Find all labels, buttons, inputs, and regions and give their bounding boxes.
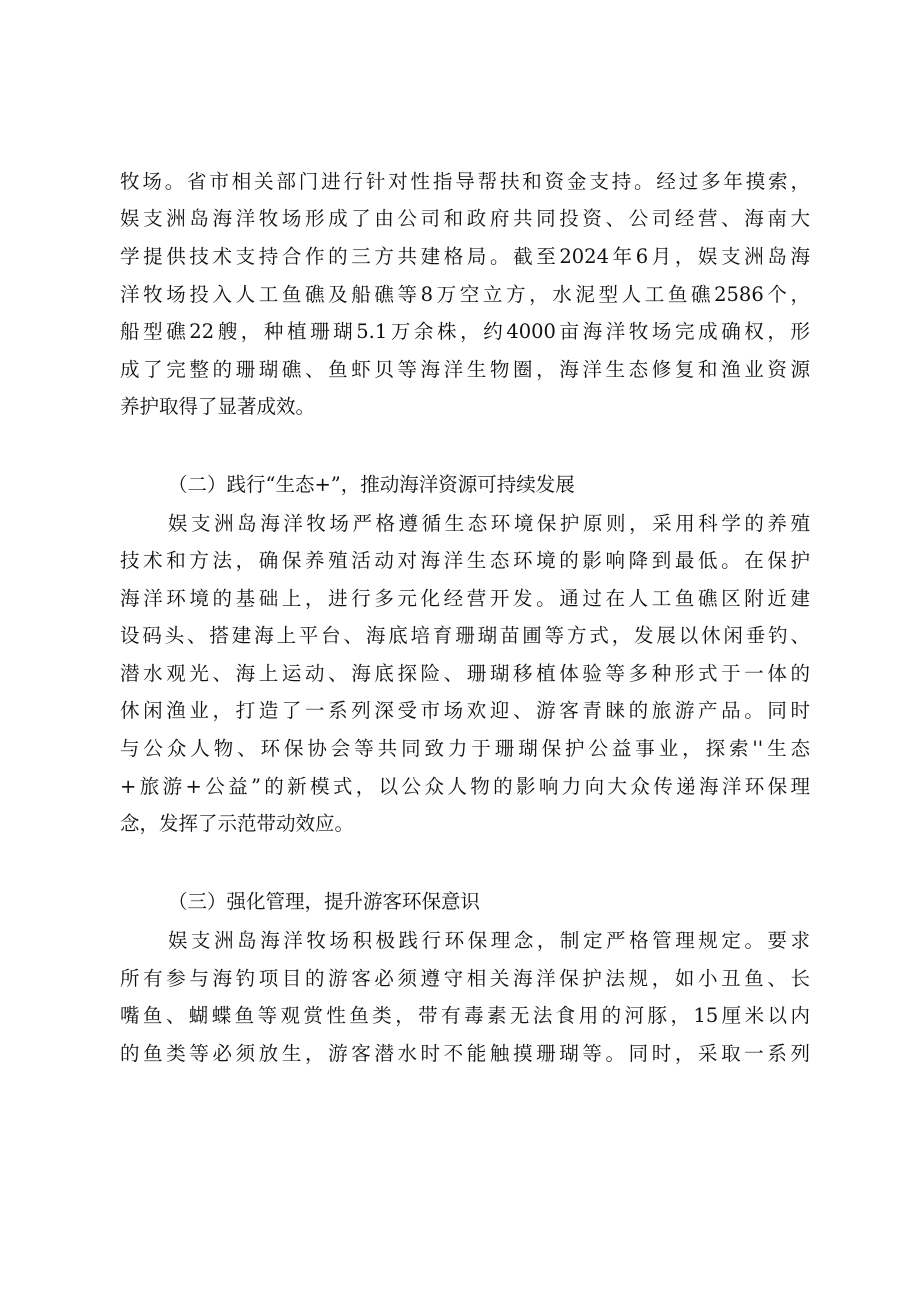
paragraph-2-line-3: 海洋环境的基础上，进行多元化经营开发。通过在人工鱼礁区附近建 (120, 587, 810, 610)
paragraph-3-line-4: 的鱼类等必须放生，游客潜水时不能触摸珊瑚等。同时，采取一系列 (120, 1042, 810, 1065)
paragraph-1-line-6: 成了完整的珊瑚礁、鱼虾贝等海洋生物圈，海洋生态修复和渔业资源 (120, 358, 810, 381)
paragraph-2-line-1: 娱支洲岛海洋牧场严格遵循生态环境保护原则，采用科学的养殖 (168, 512, 810, 535)
paragraph-2-line-2: 技术和方法，确保养殖活动对海洋生态环境的影响降到最低。在保护 (120, 549, 810, 572)
paragraph-3-line-3: 嘴鱼、蝴蝶鱼等观赏性鱼类，带有毒素无法食用的河豚，15厘米以内 (120, 1004, 810, 1027)
paragraph-2-line-5: 潜水观光、海上运动、海底探险、珊瑚移植体验等多种形式于一体的 (120, 662, 810, 685)
paragraph-1-line-3: 学提供技术支持合作的三方共建格局。截至2024年6月，娱支洲岛海 (120, 245, 810, 268)
paragraph-2-line-8: +旅游+公益”的新模式，以公众人物的影响力向大众传递海洋环保理 (120, 775, 810, 798)
paragraph-3-line-2: 所有参与海钓项目的游客必须遵守相关海洋保护法规，如小丑鱼、长 (120, 967, 810, 990)
section-heading-3: （三）强化管理，提升游客环保意识 (168, 890, 481, 913)
paragraph-1-line-2: 娱支洲岛海洋牧场形成了由公司和政府共同投资、公司经营、海南大 (120, 207, 810, 230)
paragraph-2-line-6: 休闲渔业，打造了一系列深受市场欢迎、游客青睐的旅游产品。同时 (120, 699, 810, 722)
paragraph-1-line-4: 洋牧场投入人工鱼礁及船礁等8万空立方，水泥型人工鱼礁2586个， (120, 283, 810, 306)
paragraph-2-line-7: 与公众人物、环保协会等共同致力于珊瑚保护公益事业，探索''生态 (120, 737, 810, 760)
paragraph-2-line-9: 念，发挥了示范带动效应。 (120, 812, 355, 835)
paragraph-2-line-4: 设码头、搭建海上平台、海底培育珊瑚苗圃等方式，发展以休闲垂钓、 (120, 624, 810, 647)
paragraph-1-line-1: 牧场。省市相关部门进行针对性指导帮扶和资金支持。经过多年摸索， (120, 170, 810, 193)
paragraph-1-line-5: 船型礁22艘，种植珊瑚5.1万余株，约4000亩海洋牧场完成确权，形 (120, 320, 810, 343)
paragraph-1-line-7: 养护取得了显著成效。 (120, 395, 316, 418)
section-heading-2: （二）践行“生态+”，推动海洋资源可持续发展 (168, 473, 575, 496)
paragraph-3-line-1: 娱支洲岛海洋牧场积极践行环保理念，制定严格管理规定。要求 (168, 929, 810, 952)
